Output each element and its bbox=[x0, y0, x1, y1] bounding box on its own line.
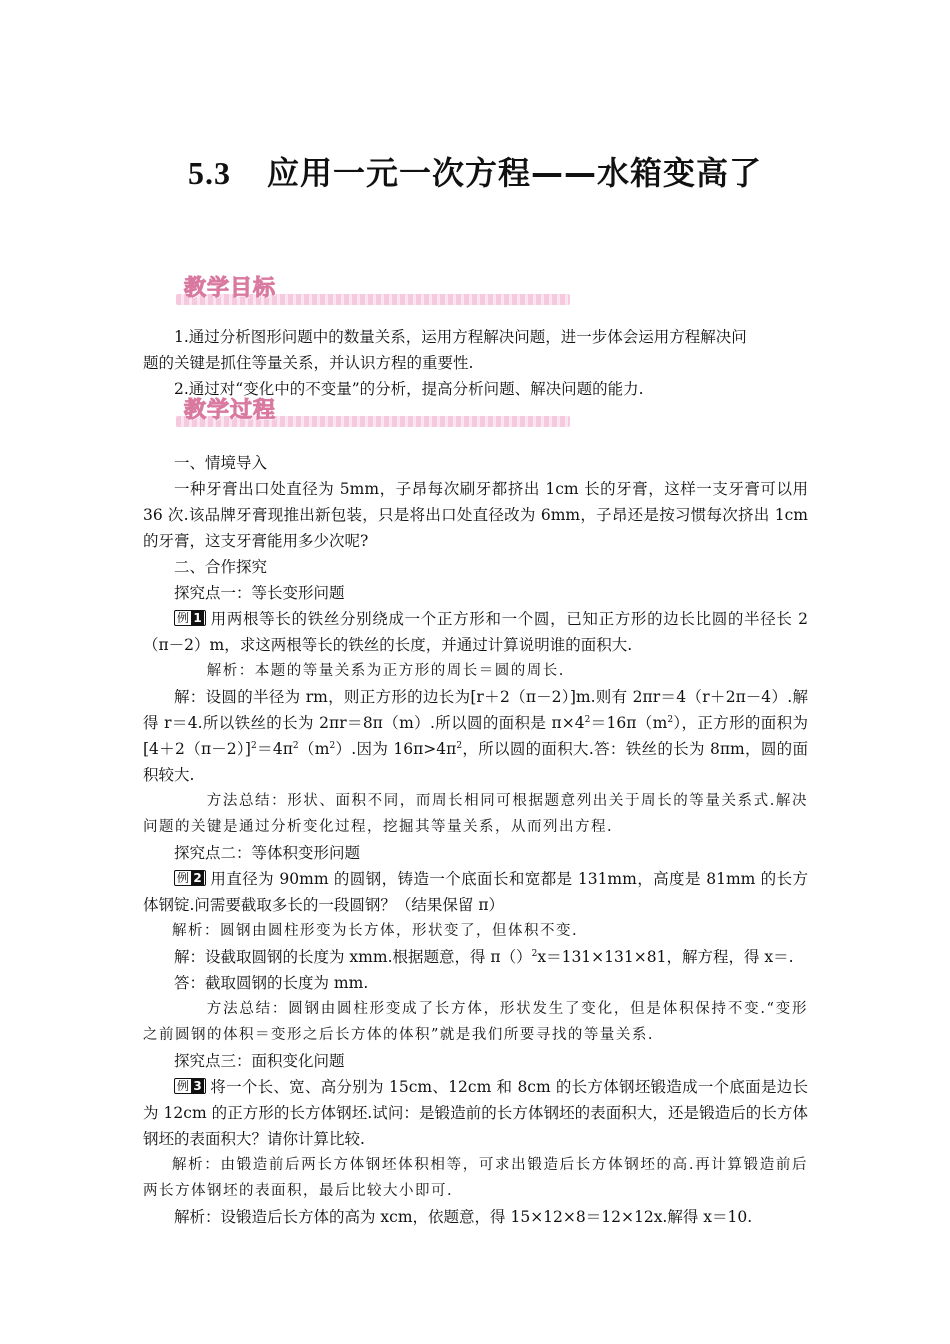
explore-point-2-heading: 探究点二：等体积变形问题 bbox=[174, 844, 361, 862]
example-badge: 例 2 bbox=[174, 870, 206, 886]
explore-heading: 二、合作探究 bbox=[174, 558, 268, 576]
example-2-question: 用直径为 90mm 的圆钢，铸造一个底面长和宽都是 131mm，高度是 81mm 的长方体钢锭.问需要截取多长的一段圆钢？（结果保留 π） bbox=[143, 870, 808, 914]
example-1-analysis: 解析：本题的等量关系为正方形的周长＝圆的周长. bbox=[206, 663, 565, 679]
process-block bbox=[143, 450, 808, 1230]
page-title bbox=[0, 148, 950, 194]
example-1-question: 用两根等长的铁丝分别绕成一个正方形和一个圆，已知正方形的边长比圆的半径长 2（π－2）m，求这两根等长的铁丝的长度，并通过计算说明谁的面积大. bbox=[143, 610, 808, 654]
example-1 bbox=[143, 606, 808, 658]
goals-block bbox=[143, 324, 808, 402]
example-3 bbox=[143, 1074, 808, 1152]
section-number: 5.3 bbox=[187, 155, 231, 191]
explore-point-1-heading: 探究点一：等长变形问题 bbox=[174, 584, 345, 602]
example-3-question: 将一个长、宽、高分别为 15cm、12cm 和 8cm 的长方体钢坯锻造成一个底面是边长为 12cm 的正方形的长方体钢坯.试问：是锻造前的长方体钢坯的表面积大，还是锻造后的长方体钢坯的表面积大？请你计算比较. bbox=[143, 1078, 808, 1148]
goals-banner bbox=[176, 276, 570, 308]
example-badge: 例 1 bbox=[174, 610, 206, 626]
example-2-analysis: 解析：圆钢由圆柱形变为长方体，形状变了，但体积不变. bbox=[172, 923, 579, 939]
intro-heading: 一、情境导入 bbox=[174, 454, 268, 472]
process-label: 教学过程 bbox=[184, 398, 277, 423]
example-2-summary: 方法总结：圆钢由圆柱形变成了长方体，形状发生了变化，但是体积保持不变.“变形之前圆钢的体积＝变形之后长方体的体积”就是我们所要寻找的等量关系. bbox=[143, 1001, 808, 1043]
example-2-answer: 答：截取圆钢的长度为 mm. bbox=[174, 974, 369, 992]
goal-1-line-1: 1.通过分析图形问题中的数量关系，运用方程解决问题，进一步体会运用方程解决问 bbox=[174, 328, 747, 346]
example-2-solution: 解：设截取圆钢的长度为 xmm.根据题意，得 π（）$^2$x＝131×131×81，解方程，得 x＝. bbox=[174, 948, 794, 966]
example-2 bbox=[143, 866, 808, 918]
intro-body: 一种牙膏出口处直径为 5mm，子昂每次刷牙都挤出 1cm 长的牙膏，这样一支牙膏可以用 36 次.该品牌牙膏现推出新包装，只是将出口处直径改为 6mm，子昂还是按习惯每次挤出 1cm 的牙膏，这支牙膏能用多少次呢? bbox=[143, 480, 808, 550]
process-banner bbox=[176, 398, 570, 430]
example-1-solution: 解：设圆的半径为 rm，则正方形的边长为[r＋2（π－2）]m.则有 2πr＝4（r＋2π－4）.解得 r＝4.所以铁丝的长为 2πr＝8π（m）.所以圆的面积是 $\pi\times 4^2=16\pi(m^2)$，正方形的面积为$[4+2(\pi-2)]^2=4\pi^2(m^2)$.因为 $16\pi>4\pi^2$，所以圆的面积大.答：铁丝的长为 8πm，圆的面积较大. bbox=[143, 688, 808, 784]
goals-label: 教学目标 bbox=[184, 276, 277, 301]
example-1-summary: 方法总结：形状、面积不同，而周长相同可根据题意列出关于周长的等量关系式.解决问题的关键是通过分析变化过程，挖掘其等量关系，从而列出方程. bbox=[143, 793, 808, 835]
explore-point-3-heading: 探究点三：面积变化问题 bbox=[174, 1052, 345, 1070]
example-3-analysis: 解析：由锻造前后两长方体钢坯体积相等，可求出锻造后长方体钢坯的高.再计算锻造前后两长方体钢坯的表面积，最后比较大小即可. bbox=[143, 1157, 808, 1199]
example-3-solution: 解析：设锻造后长方体的高为 xcm，依题意，得 15×12×8＝12×12x.解得 x＝10. bbox=[174, 1208, 753, 1226]
example-badge: 例 3 bbox=[174, 1078, 206, 1094]
goal-2: 2.通过对“变化中的不变量”的分析，提高分析问题、解决问题的能力. bbox=[174, 380, 644, 398]
title-text: 应用一元一次方程——水箱变高了 bbox=[266, 154, 762, 192]
goal-1-line-2: 题的关键是抓住等量关系，并认识方程的重要性. bbox=[143, 354, 474, 372]
